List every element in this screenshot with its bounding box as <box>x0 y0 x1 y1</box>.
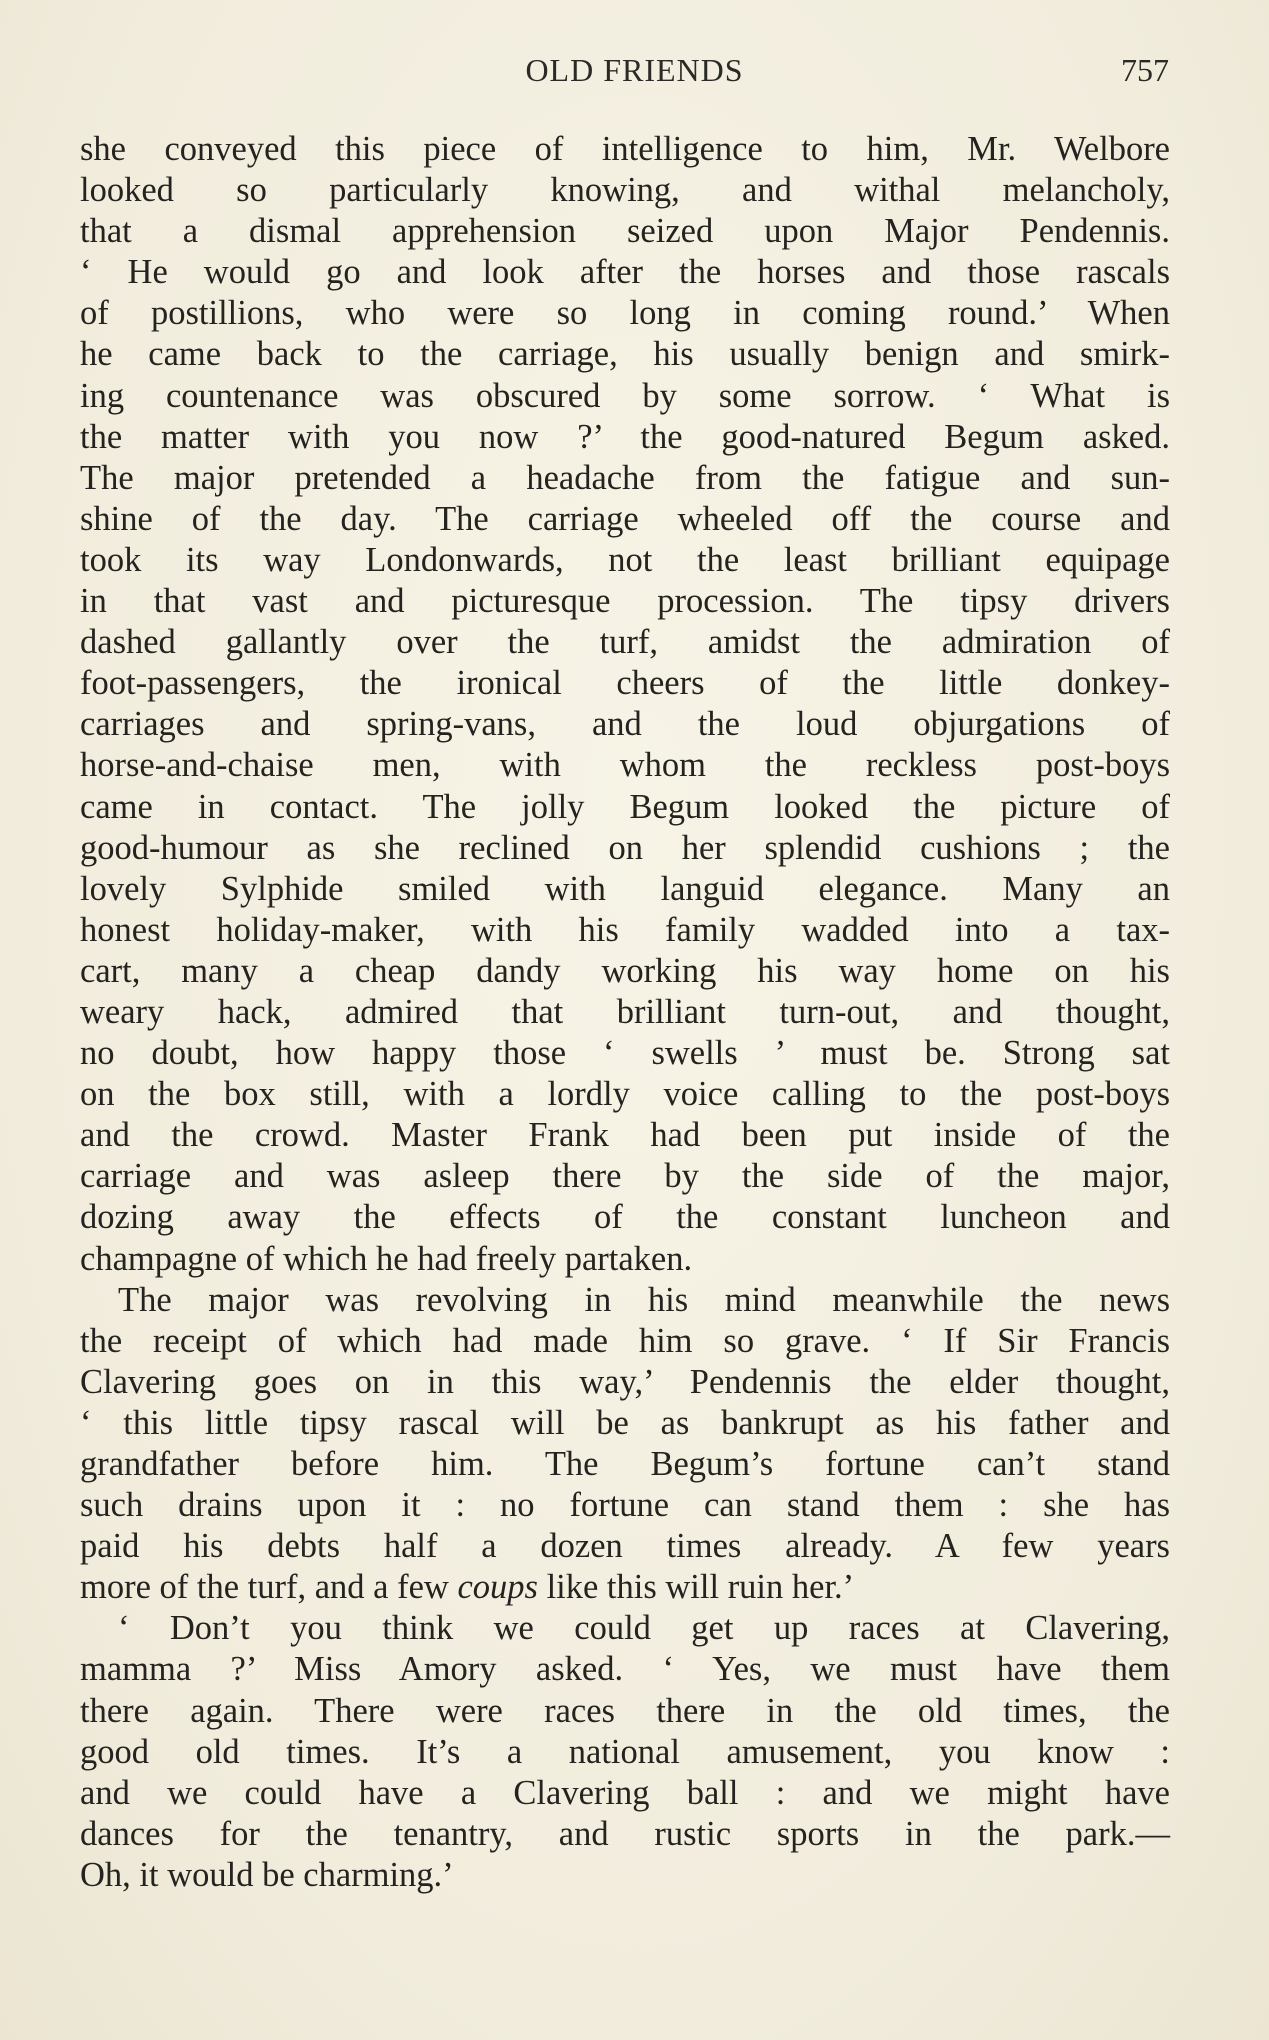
text-line: such drains upon it : no fortune can stand them : she has <box>80 1486 1170 1525</box>
text-line: the receipt of which had made him so grave. ‘ If Sir Francis <box>80 1321 1170 1360</box>
text-line: shine of the day. The carriage wheeled off the course and <box>80 499 1170 538</box>
text-line: ing countenance was obscured by some sorrow. ‘ What is <box>80 376 1170 415</box>
text-line: ‘ Don’t you think we could get up races at Clavering, <box>118 1609 1170 1648</box>
text-line: ‘ He would go and look after the horses and those rascals <box>80 253 1170 292</box>
text-line: The major was revolving in his mind meanwhile the news <box>118 1280 1170 1319</box>
text-line: good old times. It’s a national amusement, you know : <box>80 1732 1170 1771</box>
text-line: champagne of which he had freely partaken. <box>80 1239 693 1278</box>
text-line: carriages and spring-vans, and the loud objurgations of <box>80 705 1170 744</box>
text-line: and the crowd. Master Frank had been put inside of the <box>80 1116 1170 1155</box>
text-line: on the box still, with a lordly voice calling to the post-boys <box>80 1075 1170 1114</box>
text-line: looked so particularly knowing, and withal melancholy, <box>80 171 1170 210</box>
text-line: The major pretended a headache from the fatigue and sun- <box>80 458 1170 497</box>
text-line: that a dismal apprehension seized upon Major Pendennis. <box>80 212 1170 251</box>
text-line-with-italic: more of the turf, and a few coups like this will ruin her.’ <box>80 1568 855 1607</box>
text-line: Clavering goes on in this way,’ Pendennis the elder thought, <box>80 1362 1170 1401</box>
text-line: of postillions, who were so long in coming round.’ When <box>80 294 1170 333</box>
text-line: carriage and was asleep there by the side of the major, <box>80 1157 1170 1196</box>
text-line: mamma ?’ Miss Amory asked. ‘ Yes, we must have them <box>80 1650 1170 1689</box>
text-line: good-humour as she reclined on her splendid cushions ; the <box>80 828 1170 867</box>
text-line: foot-passengers, the ironical cheers of the little donkey- <box>80 664 1170 703</box>
body-text <box>80 129 1170 1896</box>
text-line: horse-and-chaise men, with whom the reckless post-boys <box>80 746 1170 785</box>
paragraph-2 <box>80 1280 1170 1609</box>
running-title: OLD FRIENDS <box>525 52 744 88</box>
text-line: the matter with you now ?’ the good-natured Begum asked. <box>80 417 1170 456</box>
paragraph-3 <box>80 1608 1170 1896</box>
text-line: he came back to the carriage, his usually benign and smirk- <box>80 335 1170 374</box>
page-number: 757 <box>1121 52 1169 88</box>
text-line: weary hack, admired that brilliant turn-out, and thought, <box>80 992 1170 1031</box>
text-line: and we could have a Clavering ball : and we might have <box>80 1773 1170 1812</box>
text-line: honest holiday-maker, with his family wadded into a tax- <box>80 910 1170 949</box>
paragraph-1 <box>80 129 1170 1280</box>
text-line: in that vast and picturesque procession. The tipsy drivers <box>80 582 1170 621</box>
text-line: took its way Londonwards, not the least brilliant equipage <box>80 540 1170 579</box>
text-line: she conveyed this piece of intelligence to him, Mr. Welbore <box>80 130 1170 168</box>
italic-word: coups <box>457 1568 538 1607</box>
text-line: lovely Sylphide smiled with languid elegance. Many an <box>80 869 1170 908</box>
text-line: dozing away the effects of the constant luncheon and <box>80 1198 1170 1237</box>
text-line: came in contact. The jolly Begum looked the picture of <box>80 787 1170 826</box>
text-line: dashed gallantly over the turf, amidst the admiration of <box>80 623 1170 662</box>
running-head <box>0 50 1269 90</box>
text-line: dances for the tenantry, and rustic sports in the park.— <box>80 1814 1170 1853</box>
text-line: ‘ this little tipsy rascal will be as bankrupt as his father and <box>80 1403 1170 1442</box>
text-line: Oh, it would be charming.’ <box>80 1855 454 1894</box>
text-line: paid his debts half a dozen times already. A few years <box>80 1527 1170 1566</box>
text-line: there again. There were races there in the old times, the <box>80 1691 1170 1730</box>
text-line: grandfather before him. The Begum’s fortune can’t stand <box>80 1445 1170 1483</box>
text-line: no doubt, how happy those ‘ swells ’ must be. Strong sat <box>80 1034 1170 1073</box>
text-line: cart, many a cheap dandy working his way home on his <box>80 951 1170 990</box>
